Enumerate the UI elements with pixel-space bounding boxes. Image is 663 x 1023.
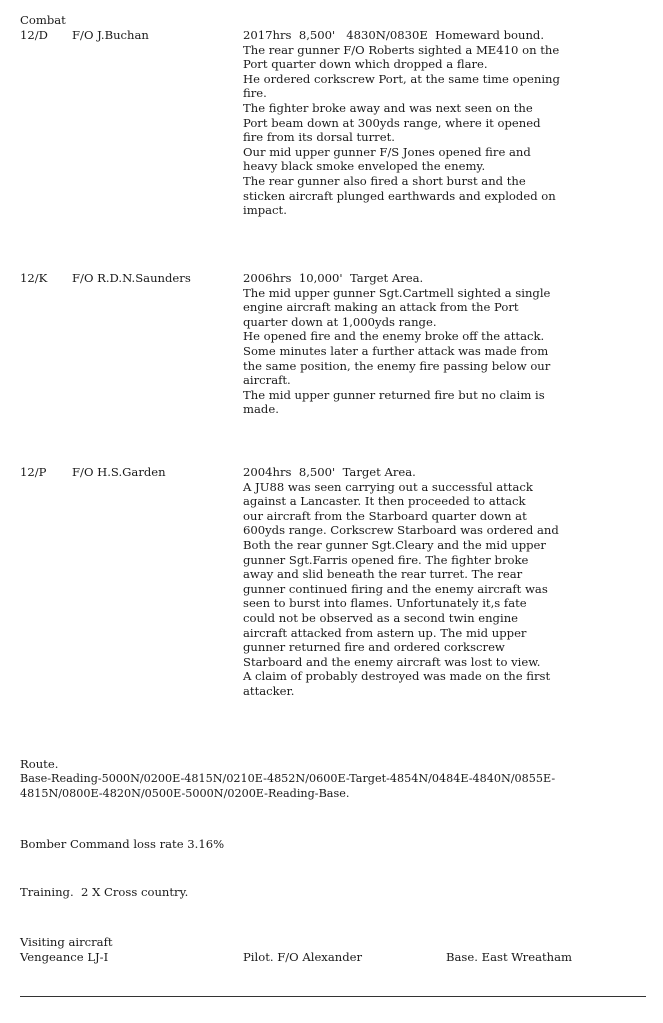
narrative-line: gunner continued firing and the enemy aircraft was: [243, 581, 548, 596]
route-line: Base-Reading-5000N/0200E-4815N/0210E-4852N/0600E-Target-4854N/0484E-4840N/0855E-: [20, 772, 556, 785]
narrative-line: attacker.: [243, 683, 295, 698]
narrative-line: The fighter broke away and was next seen on the: [243, 100, 533, 115]
narrative-line: 2017hrs 8,500' 4830N/0830E Homeward bound.: [243, 28, 545, 42]
narrative-line: fire.: [243, 86, 267, 101]
combat-code: 12/P: [20, 465, 47, 479]
narrative-line: sticken aircraft plunged earthwards and exploded on: [243, 188, 556, 203]
combat-narrative: [243, 28, 653, 218]
narrative-line: engine aircraft making an attack from the Port: [243, 300, 519, 315]
narrative-line: 2004hrs 8,500' Target Area.: [243, 465, 416, 479]
loss-rate: Bomber Command loss rate 3.16%: [20, 837, 225, 851]
narrative-line: the same position, the enemy fire passing below our: [243, 358, 551, 373]
narrative-line: A JU88 was seen carrying out a successful attack: [243, 479, 533, 494]
narrative-line: seen to burst into flames. Unfortunately it,s fate: [243, 596, 527, 611]
combat-pilot: F/O R.D.N.Saunders: [72, 271, 191, 285]
narrative-line: aircraft.: [243, 373, 291, 388]
narrative-line: The mid upper gunner Sgt.Cartmell sighted a single: [243, 285, 551, 300]
combat-pilot: F/O H.S.Garden: [72, 465, 166, 479]
combat-heading: Combat: [20, 13, 66, 27]
narrative-line: Both the rear gunner Sgt.Cleary and the mid upper: [243, 537, 546, 552]
combat-pilot: F/O J.Buchan: [72, 28, 149, 42]
narrative-line: Port beam down at 300yds range, where it opened: [243, 115, 541, 130]
combat-code: 12/D: [20, 28, 48, 42]
narrative-line: gunner returned fire and ordered corkscrew: [243, 640, 505, 655]
narrative-line: impact.: [243, 203, 287, 218]
narrative-line: The mid upper gunner returned fire but no claim is: [243, 387, 545, 402]
narrative-line: Some minutes later a further attack was made from: [243, 343, 549, 358]
route-line: 4815N/0800E-4820N/0500E-5000N/0200E-Reading-Base.: [20, 787, 350, 800]
visiting-base: Base. East Wreatham: [446, 950, 573, 964]
narrative-line: fire from its dorsal turret.: [243, 130, 395, 145]
narrative-line: 600yds range. Corkscrew Starboard was ordered and: [243, 523, 559, 538]
narrative-line: heavy black smoke enveloped the enemy.: [243, 159, 486, 174]
narrative-line: The rear gunner also fired a short burst and the: [243, 173, 526, 188]
narrative-line: our aircraft from the Starboard quarter down at: [243, 508, 527, 523]
narrative-line: away and slid beneath the rear turret. The rear: [243, 567, 523, 582]
bottom-rule: [20, 996, 646, 997]
narrative-line: quarter down at 1,000yds range.: [243, 314, 437, 329]
narrative-line: against a Lancaster. It then proceeded to attack: [243, 494, 526, 509]
narrative-line: could not be observed as a second twin engine: [243, 610, 519, 625]
combat-code: 12/K: [20, 271, 48, 285]
narrative-line: Our mid upper gunner F/S Jones opened fire and: [243, 144, 531, 159]
narrative-line: made.: [243, 402, 279, 417]
narrative-line: Port quarter down which dropped a flare.: [243, 57, 488, 72]
combat-narrative: [243, 465, 653, 699]
visiting-aircraft: Vengeance LJ-I: [20, 950, 109, 964]
combat-narrative: [243, 271, 653, 417]
route-label: Route.: [20, 757, 59, 771]
narrative-line: The rear gunner F/O Roberts sighted a ME410 on the: [243, 42, 560, 57]
narrative-line: aircraft attacked from astern up. The mid upper: [243, 625, 527, 640]
narrative-line: Starboard and the enemy aircraft was lost to view.: [243, 654, 541, 669]
narrative-line: He ordered corkscrew Port, at the same time opening: [243, 71, 560, 86]
visiting-pilot: Pilot. F/O Alexander: [243, 950, 363, 964]
narrative-line: He opened fire and the enemy broke off the attack.: [243, 329, 545, 344]
narrative-line: gunner Sgt.Farris opened fire. The fighter broke: [243, 552, 529, 567]
training-note: Training. 2 X Cross country.: [20, 885, 189, 899]
visiting-label: Visiting aircraft: [20, 935, 113, 949]
narrative-line: 2006hrs 10,000' Target Area.: [243, 271, 424, 285]
narrative-line: A claim of probably destroyed was made on the first: [243, 669, 551, 684]
